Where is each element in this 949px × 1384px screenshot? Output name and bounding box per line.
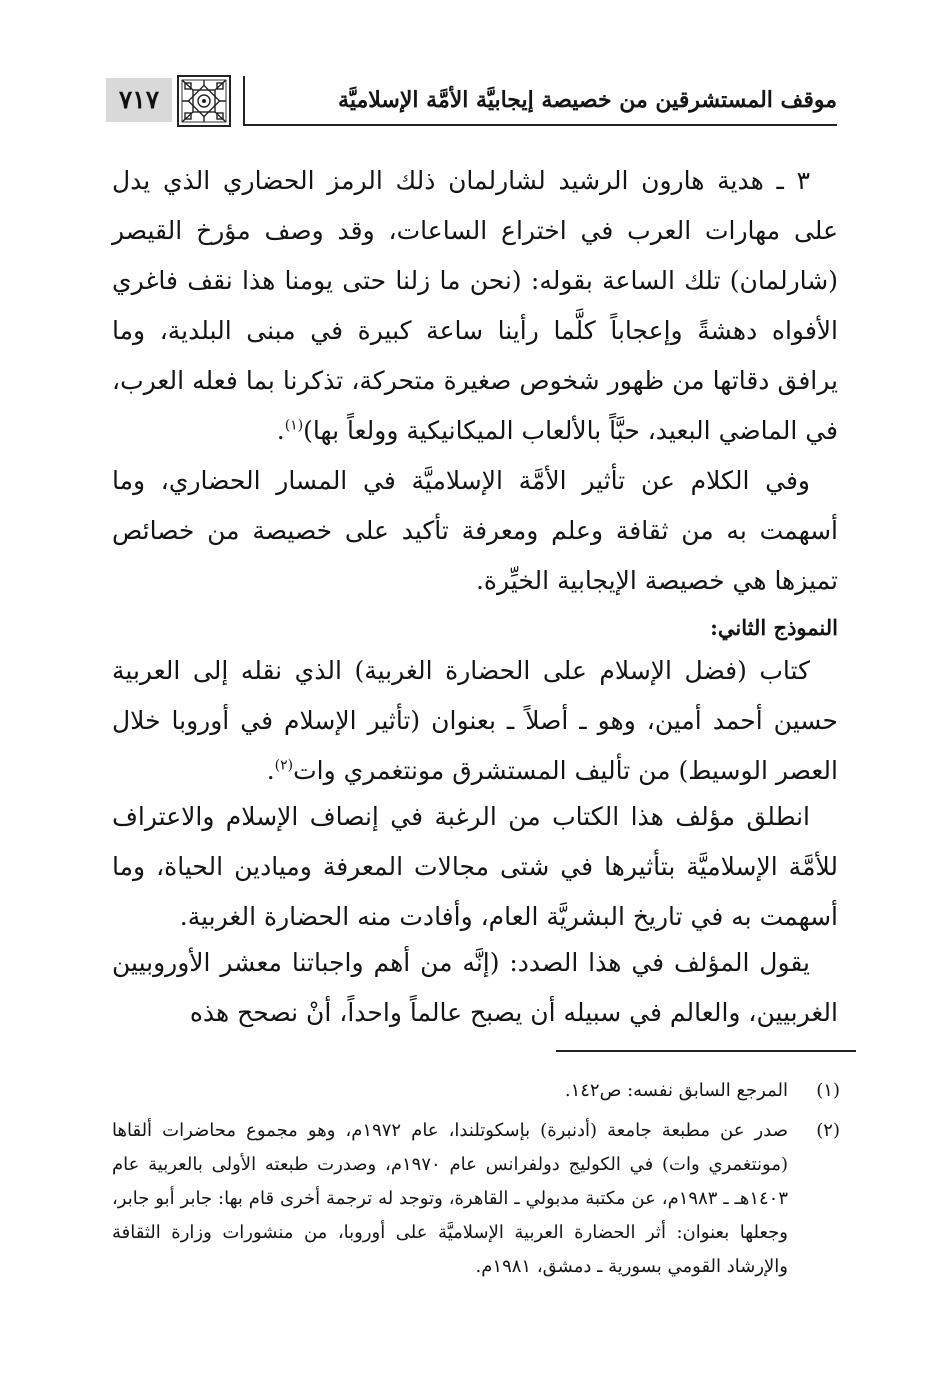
paragraph-author-quote-text: يقول المؤلف في هذا الصدد: (إنَّه من أهم واجباتنا معشر الأوروبيين الغربيين، والعالم في سبيله أن يصبح عالماً واحداً، أنْ نصحح هذه: [112, 948, 838, 1027]
running-header-title: موقف المستشرقين من خصيصة إيجابيَّة الأمَّة الإسلاميَّة: [338, 87, 837, 113]
paragraph-author-intent: [112, 792, 838, 942]
paragraph-author-intent-text: انطلق مؤلف هذا الكتاب من الرغبة في إنصاف الإسلام والاعتراف للأمَّة الإسلاميَّة بتأثيرها في شتى مجالات المعرفة وميادين الحياة، وما أسهمت به في تاريخ البشريَّة العام، وأفادت منه الحضارة الغربية.: [112, 802, 838, 931]
footnote-ref-1[interactable]: (١): [284, 417, 304, 434]
footnote-2: [112, 1114, 840, 1284]
paragraph-civilizational-impact: [112, 456, 838, 606]
section-heading-second-model: النموذج الثاني:: [710, 615, 838, 640]
paragraph-end-mark: .: [266, 756, 275, 785]
paragraph-civilizational-impact-text: وفي الكلام عن تأثير الأمَّة الإسلاميَّة في المسار الحضاري، وما أسهمت به من ثقافة وعلم ومعرفة تأكيد على خصيصة من خصائص تميزها هي خصيصة الإيجابية الخيِّرة.: [112, 466, 838, 595]
footnote-separator: [556, 1050, 856, 1052]
page-number: ٧١٧: [106, 78, 172, 122]
footnote-text: صدر عن مطبعة جامعة (أدنبرة) بإسكوتلندا، عام ١٩٧٢م، وهو مجموع محاضرات ألقاها (مونتغمري وات) في الكوليج دولفرانس عام ١٩٧٠م، وصدرت طبعته الأولى بالعربية عام ١٤٠٣هـ ـ ١٩٨٣م، عن مكتبة مدبولي ـ القاهرة، وتوجد له ترجمة أخرى قام بها: جابر أبو جابر، وجعلها بعنوان: أثر الحضارة العربية الإسلاميَّة على أوروبا، من منشورات وزارة الثقافة والإرشاد القومي بسورية ـ دمشق، ١٩٨١م.: [112, 1120, 788, 1277]
header-divider: [243, 76, 245, 126]
paragraph-clock-gift: [112, 156, 838, 456]
footnote-marker: (٢): [816, 1120, 840, 1141]
paragraph-book-title-text: كتاب (فضل الإسلام على الحضارة الغربية) الذي نقله إلى العربية حسين أحمد أمين، وهو ـ أصلاً ـ بعنوان (تأثير الإسلام في أوروبا خلال العصر الوسيط) من تأليف المستشرق مونتغمري وات: [112, 656, 838, 785]
paragraph-clock-gift-text: ٣ ـ هدية هارون الرشيد لشارلمان ذلك الرمز الحضاري الذي يدل على مهارات العرب في اختراع الساعات، وقد وصف مؤرخ القيصر (شارلمان) تلك الساعة بقوله: (نحن ما زلنا حتى يومنا هذا نقف فاغري الأفواه دهشةً وإعجاباً كلَّما رأينا ساعة كبيرة في مبنى البلدية، وما يرافق دقاتها من ظهور شخوص صغيرة متحركة، تذكرنا بما فعله العرب، في الماضي البعيد، حبَّاً بالألعاب الميكانيكية وولعاً بها): [112, 166, 838, 445]
footnote-marker: (١): [816, 1080, 840, 1101]
paragraph-end-mark: .: [276, 416, 285, 445]
paragraph-book-title: [112, 646, 838, 796]
footnote-text: المرجع السابق نفسه: ص١٤٢.: [564, 1080, 788, 1101]
paragraph-author-quote: [112, 938, 838, 1038]
header-rule: [245, 124, 837, 126]
footnote-ref-2[interactable]: (٢): [274, 757, 294, 774]
islamic-geometric-ornament-icon: [177, 75, 231, 127]
footnote-1: [112, 1074, 840, 1108]
